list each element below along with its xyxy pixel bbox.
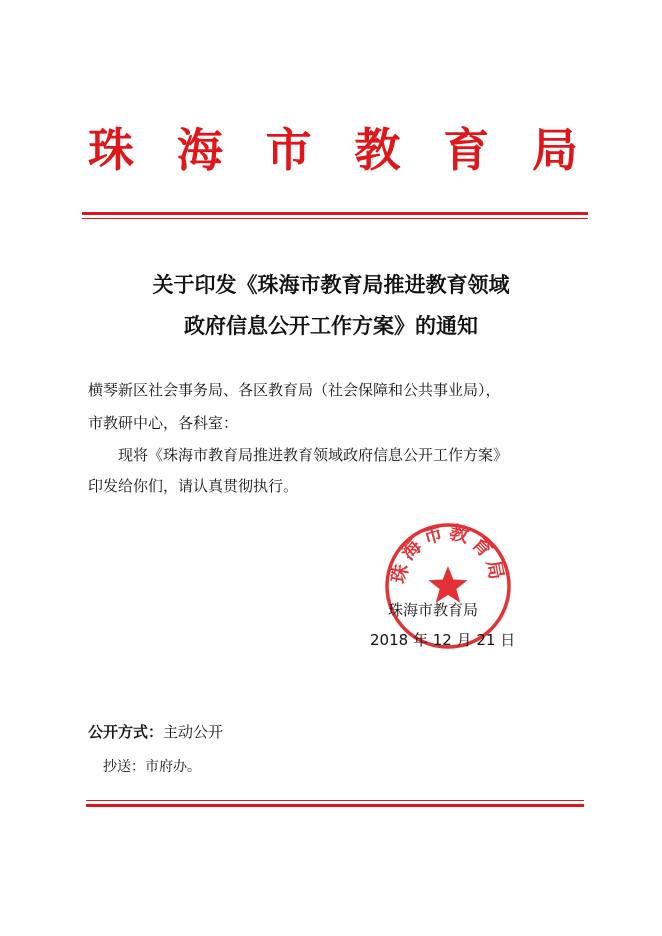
masthead-char: 海: [176, 123, 223, 177]
addressee-line-1: 横琴新区社会事务局、各区教育局（社会保障和公共事业局），: [88, 381, 501, 399]
body-line-1: 现将《珠海市教育局推进教育领域政府信息公开工作方案》: [118, 446, 509, 464]
document-title-line-1: 关于印发《珠海市教育局推进教育领域: [152, 272, 510, 297]
masthead-char: 局: [531, 123, 578, 177]
disclosure-value: 主动公开: [163, 723, 224, 741]
cc-line: 抄送：市府办。: [103, 759, 201, 775]
header-rule-thick: [82, 212, 588, 215]
seal-star-icon: [429, 566, 468, 603]
masthead-char: 市: [265, 123, 312, 177]
issue-date: 2018 年 12 月 21 日: [370, 631, 516, 649]
signer-name: 珠海市教育局: [388, 601, 479, 619]
addressee-line-2: 市教研中心，各科室：: [88, 414, 239, 432]
disclosure-label: 公开方式：: [88, 723, 164, 741]
masthead-char: 育: [443, 123, 490, 177]
masthead-char: 教: [354, 123, 401, 177]
footer-rule-bottom: [86, 804, 584, 807]
header-rule-thin: [82, 218, 588, 219]
masthead: [88, 118, 578, 182]
footer-rule-top: [86, 800, 584, 801]
body-line-2: 印发给你们，请认真贯彻执行。: [88, 477, 299, 495]
disclosure-method: [88, 722, 223, 742]
seal-arc-text: 珠海市教育局: [387, 522, 509, 586]
masthead-char: 珠: [88, 123, 134, 177]
document-title-line-2: 政府信息公开工作方案》的通知: [184, 313, 478, 338]
